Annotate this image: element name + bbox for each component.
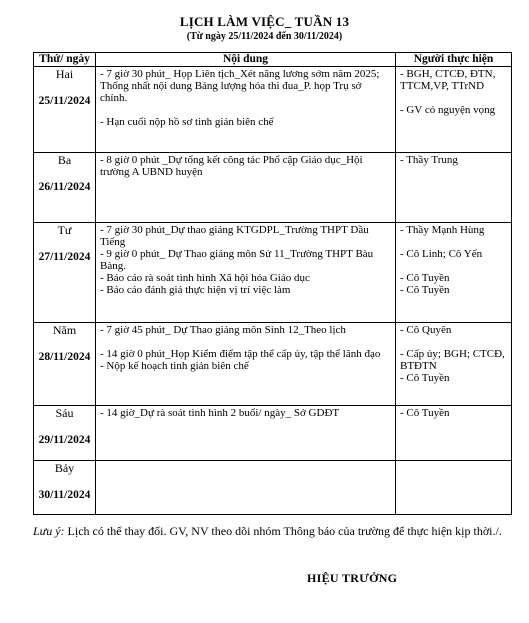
content-cell: [96, 461, 396, 515]
note-label: Lưu ý:: [33, 524, 65, 538]
content-line: - 7 giờ 45 phút_ Dự Thao giảng môn Sinh 12_Theo lịch: [100, 324, 346, 336]
content-line: - 14 giờ_Dự rà soát tình hình 2 buổi/ ngày_ Sở GDĐT: [100, 407, 340, 419]
day-cell: [34, 223, 96, 323]
person-line: - Cô Tuyền: [400, 284, 450, 296]
day-cell: [34, 67, 96, 153]
person-cell: [396, 67, 512, 153]
day-cell: [34, 406, 96, 461]
page-title: LỊCH LÀM VIỆC_ TUẦN 13: [179, 14, 350, 29]
content-line: [100, 104, 391, 116]
content-line: - Nộp kế hoạch tinh giản biên chế: [100, 360, 249, 372]
content-cell: [96, 67, 396, 153]
content-cell: [96, 223, 396, 323]
table-row: [34, 461, 512, 515]
content-line: [100, 336, 391, 348]
day-name: Bảy: [54, 461, 75, 475]
schedule-table: [33, 52, 512, 515]
content-cell: [96, 323, 396, 406]
signature-title: HIỆU TRƯỞNG: [307, 571, 398, 585]
person-line: [400, 236, 507, 248]
person-line: - Thầy Mạnh Hùng: [400, 224, 485, 236]
footer-note: [33, 524, 513, 539]
person-cell: [396, 153, 512, 223]
table-row: [34, 67, 512, 153]
person-line: - Cô Tuyền: [400, 272, 450, 284]
day-cell: [34, 461, 96, 515]
table-row: [34, 323, 512, 406]
day-date: 25/11/2024: [38, 95, 91, 107]
person-line: [400, 336, 507, 348]
day-name: Ba: [57, 153, 72, 167]
content-line: - 9 giờ 0 phút_ Dự Thao giảng môn Sử 11_Trường THPT Bàu Bàng.: [100, 248, 374, 272]
day-cell: [34, 323, 96, 406]
day-date: 27/11/2024: [38, 251, 91, 263]
day-date: 29/11/2024: [38, 434, 91, 446]
table-row: [34, 406, 512, 461]
person-cell: [396, 406, 512, 461]
person-cell: [396, 461, 512, 515]
content-line: - 7 giờ 30 phút_Dự thao giảng KTGDPL_Trường THPT Dầu Tiếng: [100, 224, 369, 248]
header-day: Thứ/ ngày: [34, 53, 96, 67]
day-name: Năm: [52, 323, 77, 337]
day-date: 28/11/2024: [38, 351, 91, 363]
day-name: Tư: [57, 223, 72, 237]
day-date: 30/11/2024: [38, 489, 91, 501]
header-content: Nội dung: [96, 53, 396, 67]
person-line: - Cô Linh; Cô Yến: [400, 248, 483, 260]
table-row: [34, 153, 512, 223]
header-person: Người thực hiện: [396, 53, 512, 67]
content-line: - 14 giờ 0 phút_Họp Kiểm điểm tập thể cấp ủy, tập thể lãnh đạo: [100, 348, 381, 360]
content-cell: [96, 406, 396, 461]
content-line: - 7 giờ 30 phút_ Họp Liên tịch_Xét nâng lương sớm năm 2025; Thống nhất nội dung Bảng lượng hóa thi đua_P. họp Trụ sở chính.: [100, 68, 380, 104]
page-subtitle: (Từ ngày 25/11/2024 đến 30/11/2024): [186, 31, 343, 42]
content-line: - Báo cáo rà soát tình hình Xã hội hóa Giáo dục: [100, 272, 310, 284]
header-row: [34, 53, 512, 67]
person-line: - Cô Tuyền: [400, 372, 450, 384]
person-cell: [396, 223, 512, 323]
schedule-body: [34, 67, 512, 515]
person-line: - Cô Tuyền: [400, 407, 450, 419]
content-line: - 8 giờ 0 phút _Dự tổng kết công tác Phổ cập Giáo dục_Hội trường A UBND huyện: [100, 154, 363, 178]
person-line: - GV có nguyện vọng: [400, 104, 496, 116]
table-row: [34, 223, 512, 323]
content-cell: [96, 153, 396, 223]
person-line: - BGH, CTCĐ, ĐTN, TTCM,VP, TTrND: [400, 68, 496, 92]
content-line: - Báo cáo đánh giá thực hiện vị trí việc làm: [100, 284, 291, 296]
person-line: - Cô Quyên: [400, 324, 452, 336]
day-cell: [34, 153, 96, 223]
person-line: [400, 92, 507, 104]
content-line: - Hạn cuối nộp hồ sơ tinh giản biên chế: [100, 116, 274, 128]
person-line: [400, 260, 507, 272]
day-date: 26/11/2024: [38, 181, 91, 193]
day-name: Hai: [55, 67, 74, 81]
note-text: Lịch có thể thay đổi. GV, NV theo dõi nhóm Thông báo của trường để thực hiện kịp thời./.: [64, 524, 502, 538]
person-cell: [396, 323, 512, 406]
person-line: - Thầy Trung: [400, 154, 458, 166]
day-name: Sáu: [55, 406, 74, 420]
person-line: - Cấp ủy; BGH; CTCĐ, BTĐTN: [400, 348, 505, 372]
